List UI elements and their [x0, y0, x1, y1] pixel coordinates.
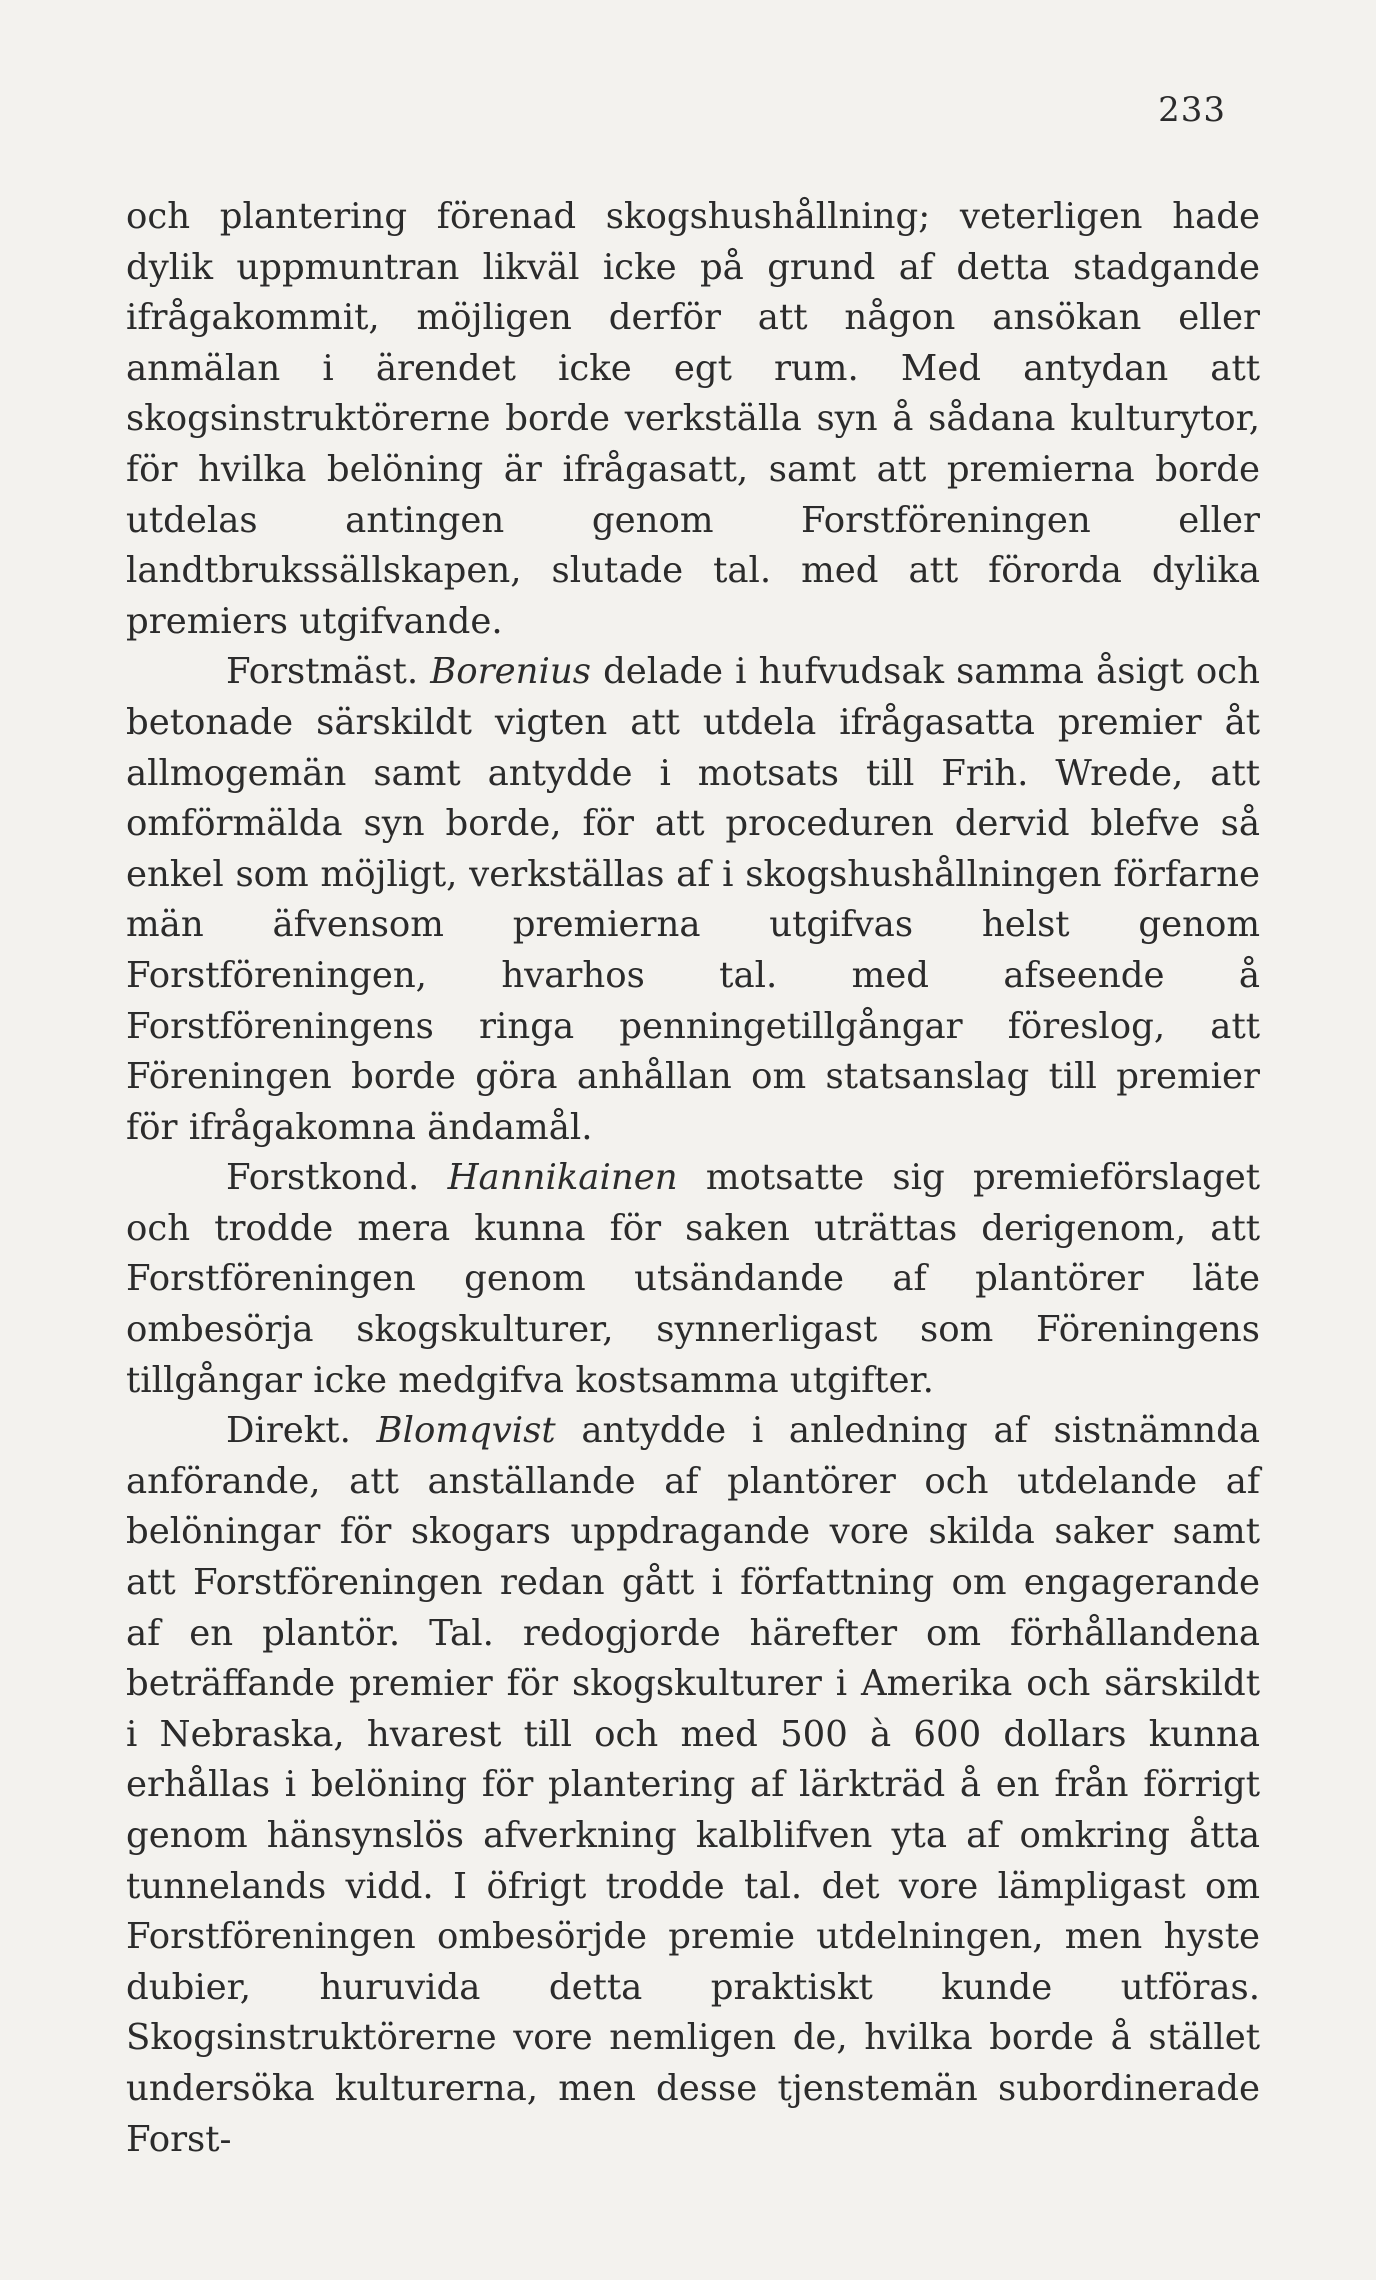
speaker-title: Forstkond. — [226, 1157, 448, 1199]
speaker-name: Blomqvist — [376, 1410, 556, 1452]
paragraph-3-text: motsatte sig premieförslaget och trodde mera kunna för saken uträttas derigenom, att Forstföreningen genom utsändande af plantörer läte ombesörja skogskulturer, synnerligast som Föreningens tillgångar icke medgifva kostsamma utgifter. — [126, 1157, 1260, 1401]
paragraph-4-text: antydde i anledning af sistnämnda anförande, att anställande af plantörer och utdelande af belöningar för skogars uppdragande vore skilda saker samt att Forstföreningen redan gått i författning om engagerande af en plantör. Tal. redogjorde härefter om förhållandena beträffande premier för skogskulturer i Amerika och särskildt i Nebraska, hvarest till och med 500 à 600 dollars kunna erhållas i belöning för plantering af lärkträd å en från förrigt genom hänsynslös afverkning kalblifven yta af omkring åtta tunnelands vidd. I öfrigt trodde tal. det vore lämpligast om Forstföreningen ombesörjde premie utdelningen, men hyste dubier, huruvida detta praktiskt kunde utföras. Skogsinstruktörerne vore nemligen de, hvilka borde å stället undersöka kulturerna, men desse tjenstemän subordinerade Forst- — [126, 1410, 1260, 2160]
paragraph-1-text: och plantering förenad skogshushållning; veterligen hade dylik uppmuntran likväl icke på grund af detta stadgande ifrågakommit, möjligen derför att någon ansökan eller anmälan i ärendet icke egt rum. Med antydan att skogsinstruktörerne borde verkställa syn å sådana kulturytor, för hvilka belöning är ifrågasatt, samt att premierna borde utdelas antingen genom Forstföreningen eller landtbrukssällskapen, slutade tal. med att förorda dylika premiers utgifvande. — [126, 196, 1260, 642]
paragraph-1 — [126, 192, 1260, 647]
page-number: 233 — [1158, 90, 1226, 130]
paragraph-2 — [126, 647, 1260, 1153]
paragraph-2-text: delade i hufvudsak samma åsigt och betonade särskildt vigten att utdela ifrågasatta premier åt allmogemän samt antydde i motsats till Frih. Wrede, att omförmälda syn borde, för att proceduren dervid blefve så enkel som möjligt, verkställas af i skogshushållningen förfarne män äfvensom premierna utgifvas helst genom Forstföreningen, hvarhos tal. med afseende å Forstföreningens ringa penningetillgångar föreslog, att Föreningen borde göra anhållan om statsanslag till premier för ifrågakomna ändamål. — [126, 651, 1260, 1148]
speaker-title: Direkt. — [226, 1410, 377, 1452]
speaker-title: Forstmäst. — [226, 651, 431, 693]
body-text — [126, 192, 1260, 2165]
paragraph-4 — [126, 1406, 1260, 2165]
speaker-name: Hannikainen — [447, 1157, 678, 1199]
paragraph-3 — [126, 1153, 1260, 1406]
speaker-name: Borenius — [430, 651, 591, 693]
